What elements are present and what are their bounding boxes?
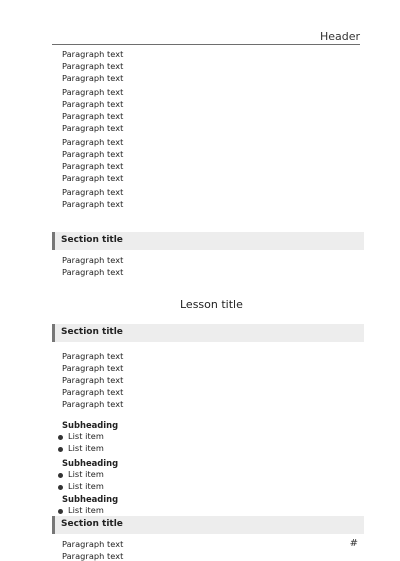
section-title: Section title	[61, 235, 123, 245]
list-item: List item	[68, 505, 104, 515]
list-item: List item	[68, 443, 104, 453]
bullet-icon	[58, 473, 63, 478]
body-line: Paragraph text	[62, 173, 124, 183]
body-line: Paragraph text	[62, 61, 124, 71]
body-line: Paragraph text	[62, 99, 124, 109]
body-line: Paragraph text	[62, 351, 124, 361]
running-header: Header	[319, 30, 360, 43]
list-item: Paragraph text	[62, 255, 124, 265]
goals-knowledge-heading: Subheading	[62, 420, 119, 430]
goals-attitude-heading: Subheading	[62, 494, 119, 504]
body-line: Paragraph text	[62, 187, 124, 197]
body-line: Paragraph text	[62, 375, 124, 385]
body-line: Paragraph text	[62, 49, 124, 59]
lesson-title: Lesson title	[180, 298, 243, 311]
body-line: Paragraph text	[62, 161, 124, 171]
body-line: Paragraph text	[62, 363, 124, 373]
body-line: Paragraph text	[62, 149, 124, 159]
body-line: Paragraph text	[62, 199, 124, 209]
list-item: List item	[68, 469, 104, 479]
body-line: Paragraph text	[62, 123, 124, 133]
bullet-icon	[58, 509, 63, 514]
section-title: Section title	[61, 327, 123, 337]
list-item: List item	[68, 431, 104, 441]
body-line: Paragraph text	[62, 73, 124, 83]
bullet-icon	[58, 447, 63, 452]
goals-process-heading: Subheading	[62, 458, 119, 468]
list-item: List item	[68, 481, 104, 491]
page-number: #	[349, 538, 358, 549]
body-line: Paragraph text	[62, 399, 124, 409]
section-heading-preparation	[52, 516, 364, 534]
section-heading-background	[52, 324, 364, 342]
body-line: Paragraph text	[62, 137, 124, 147]
body-line: Paragraph text	[62, 111, 124, 121]
body-line: Paragraph text	[62, 87, 124, 97]
section-title: Section title	[61, 519, 123, 529]
body-line: Paragraph text	[62, 539, 124, 549]
list-item: Paragraph text	[62, 267, 124, 277]
bullet-icon	[58, 485, 63, 490]
bullet-icon	[58, 435, 63, 440]
body-line: Paragraph text	[62, 387, 124, 397]
section-heading-evaluation	[52, 232, 364, 250]
body-line: Paragraph text	[62, 551, 124, 561]
header-rule	[52, 44, 360, 45]
